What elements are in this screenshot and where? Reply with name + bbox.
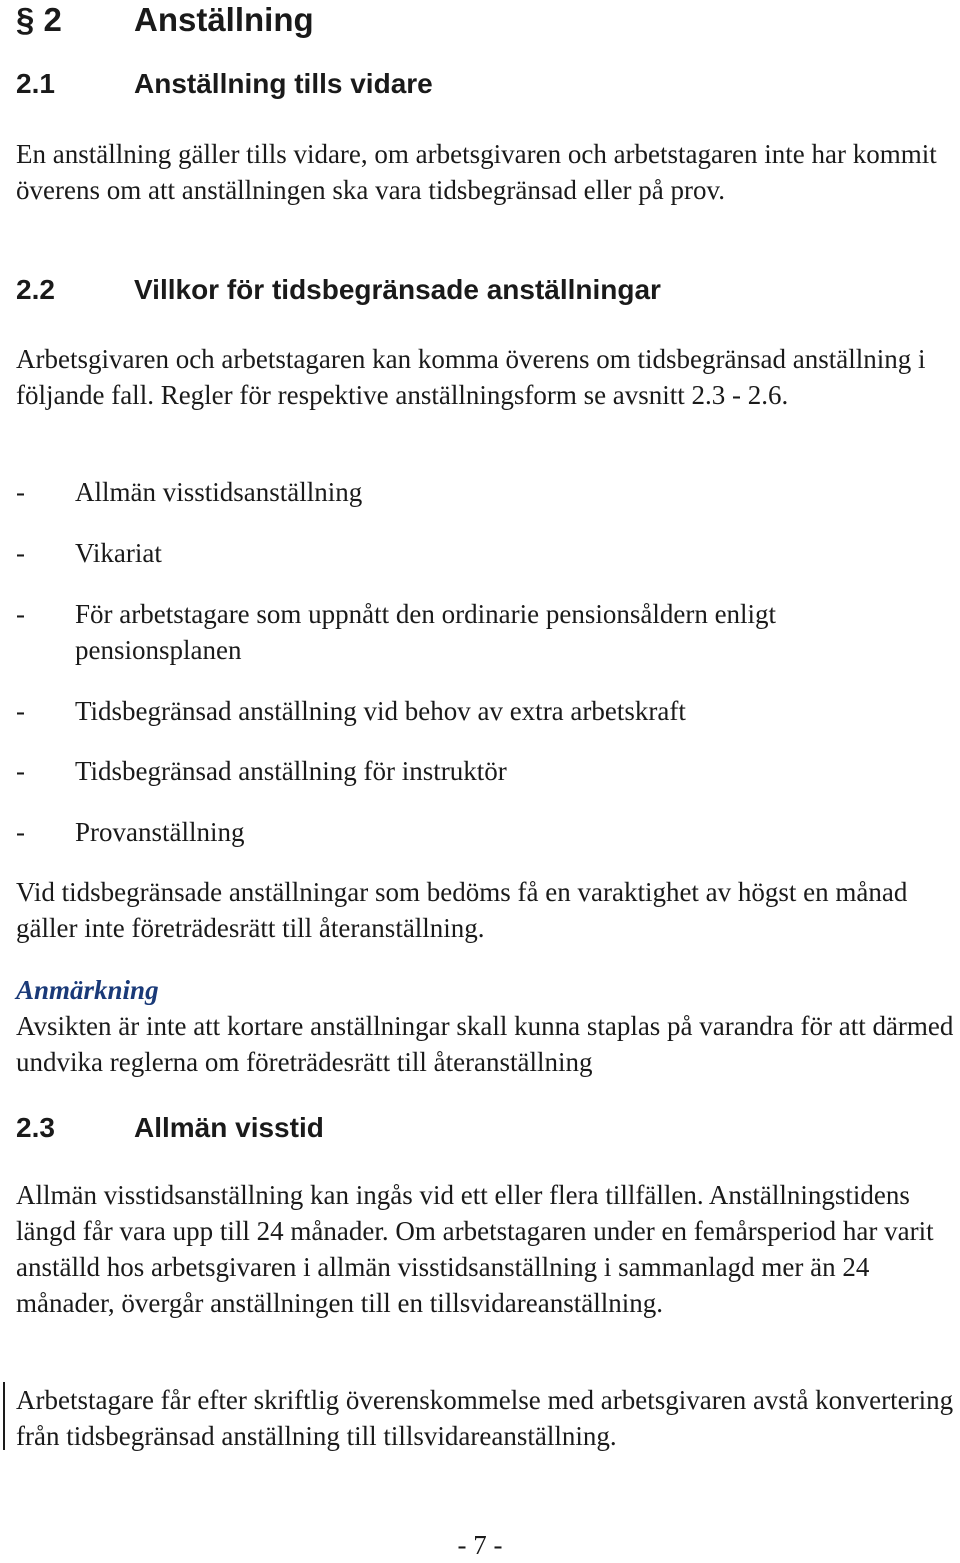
section-number: § 2	[16, 1, 62, 38]
list-item-text: Allmän visstidsanställning	[75, 477, 363, 507]
paragraph-2-1: En anställning gäller tills vidare, om arbetsgivaren och arbetstagaren inte har kommit överens om att anställningen ska vara tidsbegränsad eller på prov.	[16, 139, 937, 205]
list-dash: -	[16, 756, 25, 786]
list-item-text: För arbetstagare som uppnått den ordinarie pensionsåldern enligt pensionsplanen	[75, 599, 777, 665]
note-title: Anmärkning	[16, 975, 159, 1005]
list-item-text: Vikariat	[75, 538, 162, 568]
paragraph-2-3: Allmän visstidsanställning kan ingås vid ett eller flera tillfällen. Anställningstidens längd får vara upp till 24 månader. Om arbetstagaren under en femårsperiod har varit anställd hos arbetsgivaren i allmän visstidsanställning i sammanlagd mer än 24 månader, övergår anställningen till en tillsvidareanställning.	[16, 1180, 934, 1318]
list-dash: -	[16, 477, 25, 507]
paragraph-2-3-second: Arbetstagare får efter skriftlig överenskommelse med arbetsgivaren avstå konvertering från tidsbegränsad anställning till tillsvidareanställning.	[16, 1385, 954, 1451]
list-dash: -	[16, 696, 25, 726]
heading-2-2-number: 2.2	[16, 274, 55, 305]
heading-2-1-title: Anställning tills vidare	[134, 68, 433, 99]
note-text: Avsikten är inte att kortare anställningar skall kunna staplas på varandra för att därmed undvika reglerna om företrädesrätt till återanställning	[16, 1011, 954, 1077]
list-item-text: Tidsbegränsad anställning för instruktör	[75, 756, 507, 786]
list-item-text: Provanställning	[75, 817, 245, 847]
heading-2-3-title: Allmän visstid	[134, 1112, 324, 1143]
list-dash: -	[16, 538, 25, 568]
list-item-text: Tidsbegränsad anställning vid behov av extra arbetskraft	[75, 696, 686, 726]
heading-2-2-title: Villkor för tidsbegränsade anställningar	[134, 274, 661, 305]
paragraph-2-2-closing: Vid tidsbegränsade anställningar som bedöms få en varaktighet av högst en månad gäller inte företrädesrätt till återanställning.	[16, 877, 908, 943]
heading-2-3-number: 2.3	[16, 1112, 55, 1143]
section-title: Anställning	[134, 1, 314, 38]
paragraph-2-2-intro: Arbetsgivaren och arbetstagaren kan komma överens om tidsbegränsad anställning i följande fall. Regler för respektive anställningsform se avsnitt 2.3 - 2.6.	[16, 344, 926, 410]
list-dash: -	[16, 599, 25, 629]
section-heading	[16, 0, 314, 40]
list-dash: -	[16, 817, 25, 847]
heading-2-3	[16, 1110, 324, 1146]
heading-2-1	[16, 66, 433, 102]
heading-2-1-number: 2.1	[16, 68, 55, 99]
revision-bar	[3, 1382, 5, 1450]
heading-2-2	[16, 272, 661, 308]
page-number: - 7 -	[457, 1530, 503, 1560]
